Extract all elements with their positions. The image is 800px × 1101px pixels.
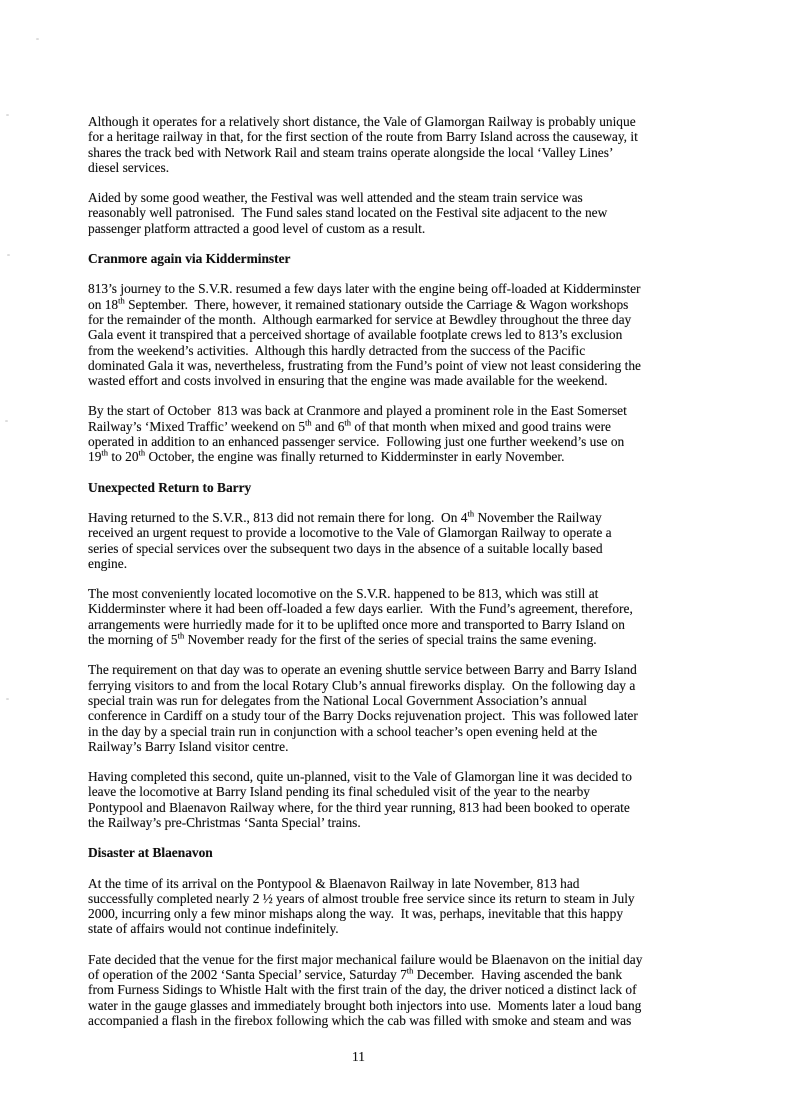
text-line: engine. [88,555,128,571]
section-heading [88,251,728,266]
text-line: Railway’s ‘Mixed Traffic’ weekend on 5th and 6th of that month when mixed and good trains were [88,417,611,434]
text-line: ferrying visitors to and from the local Rotary Club’s annual fireworks display. On the following day a [88,677,636,693]
document-body [88,114,728,1043]
ordinal-superscript: th [305,417,312,428]
text-line: conference in Cardiff on a study tour of the Barry Docks rejuvenation project. This was followed later [88,708,638,724]
text-line: passenger platform attracted a good level of custom as a result. [88,220,426,236]
text-line: Cranmore again via Kidderminster [88,251,291,267]
text-line: The most conveniently located locomotive on the S.V.R. happened to be 813, which was still at [88,586,599,602]
text-line: from Furness Sidings to Whistle Halt with the first train of the day, the driver noticed a distinct lack of [88,982,637,998]
scan-speck [7,254,10,256]
text-line: Although it operates for a relatively short distance, the Vale of Glamorgan Railway is probably unique [88,114,636,129]
text-line: successfully completed nearly 2 ½ years of almost trouble free service since its return to steam in July [88,890,635,906]
ordinal-superscript: th [118,295,125,306]
text-line: leave the locomotive at Barry Island pending its final scheduled visit of the year to the nearby [88,784,590,800]
paragraph [88,281,728,388]
text-line: 813’s journey to the S.V.R. resumed a few days later with the engine being off-loaded at Kidderminster [88,281,641,297]
scan-speck [6,114,9,116]
text-line: the Railway’s pre-Christmas ‘Santa Special’ trains. [88,814,361,830]
text-line: 2000, incurring only a few minor mishaps along the way. It was, perhaps, inevitable that this happy [88,906,624,922]
text-line: for a heritage railway in that, for the first section of the route from Barry Island across the causeway, it [88,129,638,145]
ordinal-superscript: th [344,417,352,428]
text-line: The requirement on that day was to operate an evening shuttle service between Barry and Barry Island [88,662,637,678]
text-line: Railway’s Barry Island visitor centre. [88,738,289,754]
text-line: Disaster at Blaenavon [88,845,213,861]
text-line: Pontypool and Blaenavon Railway where, for the third year running, 813 had been booked to operate [88,799,630,815]
text-line: Unexpected Return to Barry [88,479,252,495]
text-line: on 18th September. There, however, it remained stationary outside the Carriage & Wagon workshops [88,295,629,312]
text-line: Kidderminster where it had been off-loaded a few days earlier. With the Fund’s agreement, therefore, [88,601,633,617]
text-line: from the weekend’s activities. Although this hardly detracted from the success of the Pacific [88,342,586,358]
text-line: Having returned to the S.V.R., 813 did not remain there for long. On 4th November the Railway [88,508,602,525]
paragraph [88,114,728,175]
paragraph [88,769,728,830]
text-line: wasted effort and costs involved in ensuring that the engine was made available for the weekend. [88,373,608,389]
text-line: At the time of its arrival on the Pontypool & Blaenavon Railway in late November, 813 had [88,875,580,891]
page-number: 11 [352,1049,365,1064]
text-line: diesel services. [88,159,170,175]
text-line: water in the gauge glasses and immediately brought both injectors into use. Moments later a loud bang [88,997,642,1013]
text-line: By the start of October 813 was back at Cranmore and played a prominent role in the East Somerset [88,403,627,419]
text-line: 19th to 20th October, the engine was finally returned to Kidderminster in early November. [88,447,565,465]
scan-speck [36,38,39,40]
text-line: reasonably well patronised. The Fund sales stand located on the Festival site adjacent to the new [88,205,608,221]
text-line: received an urgent request to provide a locomotive to the Vale of Glamorgan Railway to operate a [88,525,612,541]
text-line: Having completed this second, quite un-planned, visit to the Vale of Glamorgan line it was decided to [88,769,632,785]
text-line: state of affairs would not continue indefinitely. [88,921,339,937]
text-line: series of special services over the subsequent two days in the absence of a suitable locally based [88,540,603,556]
text-line: operated in addition to an enhanced passenger service. Following just one further weekend’s use on [88,434,625,450]
ordinal-superscript: th [177,630,185,641]
text-line: special train was run for delegates from the National Local Government Association’s annual [88,692,588,708]
paragraph [88,586,728,647]
paragraph [88,662,728,754]
paragraph [88,952,728,1028]
text-line: of operation of the 2002 ‘Santa Special’ service, Saturday 7th December. Having ascended the bank [88,965,623,983]
text-line: for the remainder of the month. Although earmarked for service at Bewdley throughout the three day [88,311,632,327]
text-line: Fate decided that the venue for the first major mechanical failure would be Blaenavon on the initial day [88,951,643,967]
text-line: Aided by some good weather, the Festival was well attended and the steam train service was [88,190,583,206]
paragraph [88,190,728,236]
scan-speck [5,420,8,422]
text-line: accompanied a flash in the firebox following which the cab was filled with smoke and steam and was [88,1012,632,1028]
scan-speck [6,698,9,700]
paragraph [88,510,728,571]
section-heading [88,480,728,495]
text-line: Gala event it transpired that a perceived shortage of available footplate crews led to 813’s exclusion [88,327,623,343]
paragraph [88,876,728,937]
text-line: arrangements were hurriedly made for it to be uplifted once more and transported to Barry Island on [88,616,625,632]
ordinal-superscript: th [406,965,414,976]
paragraph [88,403,728,464]
text-line: shares the track bed with Network Rail and steam trains operate alongside the local ‘Valley Lines’ [88,144,614,160]
ordinal-superscript: th [101,447,109,458]
ordinal-superscript: th [138,447,146,458]
text-line: the morning of 5th November ready for the first of the series of special trains the same evening. [88,630,597,648]
text-line: dominated Gala it was, nevertheless, frustrating from the Fund’s point of view not least considering the [88,357,641,373]
ordinal-superscript: th [467,508,475,519]
text-line: in the day by a special train run in conjunction with a school teacher’s open evening held at the [88,723,598,739]
section-heading [88,845,728,860]
